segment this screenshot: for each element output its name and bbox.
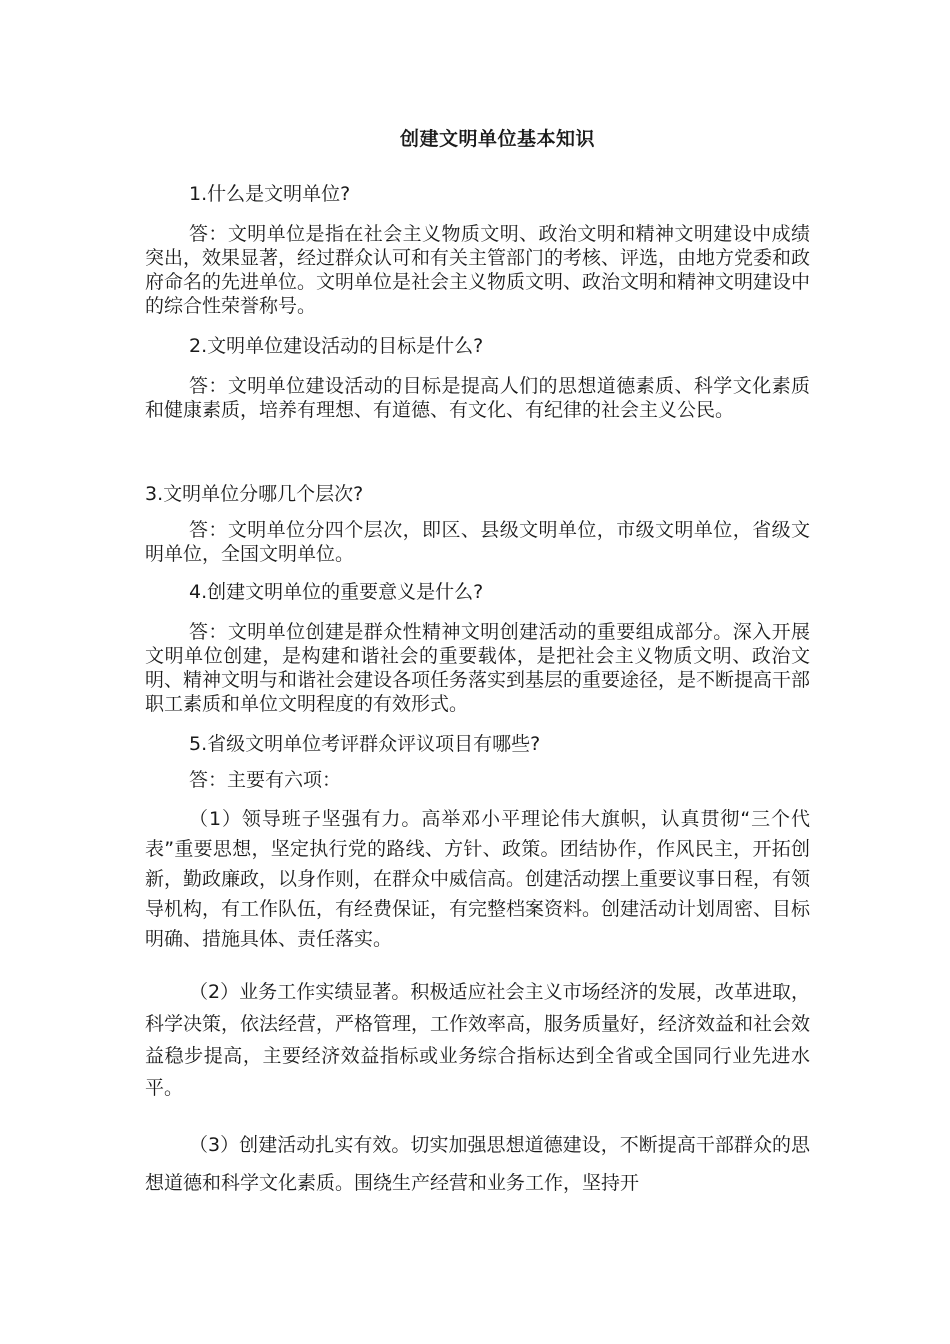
question-2: 2.文明单位建设活动的目标是什么? [189, 335, 484, 357]
item-3: （3）创建活动扎实有效。切实加强思想道德建设，不断提高干部群众的思想道德和科学文化素质。围绕生产经营和业务工作，坚持开 [145, 1134, 810, 1194]
answer-5-intro: 答：主要有六项： [189, 769, 342, 791]
question-4: 4.创建文明单位的重要意义是什么? [189, 581, 484, 603]
answer-2: 答：文明单位建设活动的目标是提高人们的思想道德素质、科学文化素质和健康素质，培养有理想、有道德、有文化、有纪律的社会主义公民。 [145, 375, 810, 421]
item-1: （1）领导班子坚强有力。高举邓小平理论伟大旗帜，认真贯彻“三个代表”重要思想，坚定执行党的路线、方针、政策。团结协作，作风民主，开拓创新，勤政廉政，以身作则，在群众中威信高。创建活动摆上重要议事日程，有领导机构，有工作队伍，有经费保证，有完整档案资料。创建活动计划周密、目标明确、措施具体、责任落实。 [145, 808, 811, 950]
answer-1: 答：文明单位是指在社会主义物质文明、政治文明和精神文明建设中成绩突出，效果显著，经过群众认可和有关主管部门的考核、评选，由地方党委和政府命名的先进单位。文明单位是社会主义物质文明、政治文明和精神文明建设中的综合性荣誉称号。 [145, 223, 811, 317]
question-1: 1.什么是文明单位? [189, 183, 351, 205]
question-3: 3.文明单位分哪几个层次? [145, 483, 364, 505]
document-title: 创建文明单位基本知识 [399, 128, 595, 150]
answer-4: 答：文明单位创建是群众性精神文明创建活动的重要组成部分。深入开展文明单位创建，是构建和谐社会的重要载体，是把社会主义物质文明、政治文明、精神文明与和谐社会建设各项任务落实到基层的重要途径，是不断提高干部职工素质和单位文明程度的有效形式。 [145, 621, 811, 715]
item-2: （2）业务工作实绩显著。积极适应社会主义市场经济的发展，改革进取，科学决策，依法经营，严格管理，工作效率高，服务质量好，经济效益和社会效益稳步提高，主要经济效益指标或业务综合指标达到全省或全国同行业先进水平。 [145, 981, 811, 1099]
question-5: 5.省级文明单位考评群众评议项目有哪些? [189, 733, 541, 755]
answer-3: 答：文明单位分四个层次，即区、县级文明单位，市级文明单位，省级文明单位，全国文明单位。 [145, 519, 810, 565]
